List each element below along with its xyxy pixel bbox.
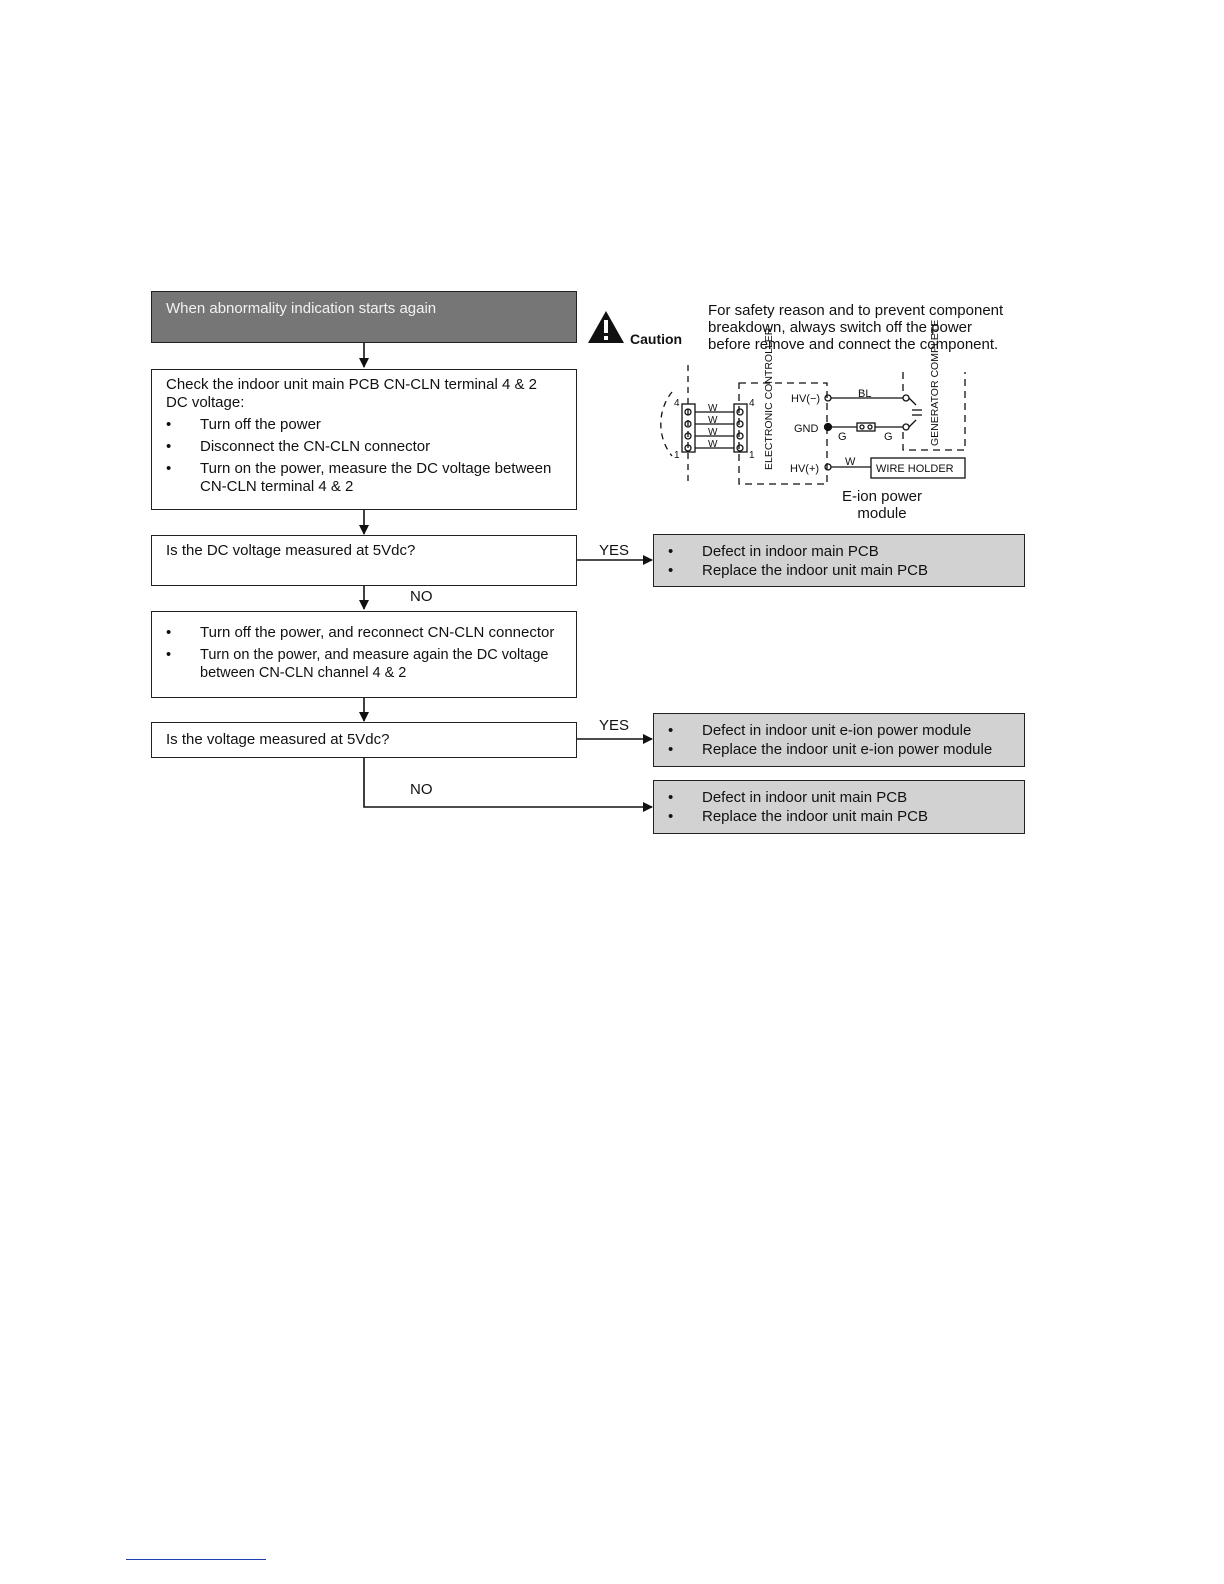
result1-item: • Replace the indoor unit main PCB	[668, 562, 1010, 580]
decision1-no-label: NO	[410, 588, 433, 605]
result1-list	[668, 543, 1010, 580]
w-label-hv: W	[845, 456, 856, 468]
check-step: • Turn off the power	[166, 416, 562, 434]
g-label-left: G	[838, 431, 847, 443]
result2-item: • Defect in indoor unit e-ion power module	[668, 722, 1010, 740]
check-step: • Turn on the power, measure the DC voltage between CN-CLN terminal 4 & 2	[166, 460, 562, 496]
decision2-yes-label: YES	[599, 717, 630, 734]
decision1-question: Is the DC voltage measured at 5Vdc?	[166, 542, 416, 559]
result3-list	[668, 789, 1010, 826]
wire-color-3: W	[708, 427, 718, 438]
pin-top-left: 4	[674, 398, 680, 409]
check-step: • Disconnect the CN-CLN connector	[166, 438, 562, 456]
result3-item: • Replace the indoor unit main PCB	[668, 808, 1010, 826]
decision2-no-label: NO	[410, 781, 433, 798]
generator-label: GENERATOR COMPLETE	[929, 319, 941, 446]
start-text: When abnormality indication starts again	[166, 300, 437, 317]
decision2-box	[151, 722, 577, 758]
reconnect-step: • Turn off the power, and reconnect CN-CLN connector	[166, 624, 562, 642]
hv-plus-label: HV(+)	[790, 463, 820, 475]
decision1-box	[151, 535, 577, 586]
decision2-question: Is the voltage measured at 5Vdc?	[166, 731, 390, 748]
wire-color-2: W	[708, 415, 718, 426]
reconnect-step: • Turn on the power, and measure again the DC voltage between CN-CLN channel 4 & 2	[166, 646, 562, 682]
caution-label: Caution	[630, 331, 683, 347]
wire-holder-label: WIRE HOLDER	[876, 463, 954, 475]
pin-top-right: 4	[749, 398, 755, 409]
controller-label: ELECTRONIC CONTROLLER	[763, 327, 775, 470]
reconnect-box	[151, 611, 577, 698]
reconnect-steps	[166, 624, 562, 682]
result3-box	[653, 780, 1025, 834]
result2-list	[668, 722, 1010, 759]
pin-bottom-left: 1	[674, 450, 680, 461]
footer-rule	[126, 1559, 266, 1560]
result1-box	[653, 534, 1025, 587]
g-label-right: G	[884, 431, 893, 443]
hv-minus-label: HV(−)	[791, 393, 821, 405]
module-label: E-ion power module	[841, 488, 923, 522]
gnd-label: GND	[794, 423, 819, 435]
wire-color-4: W	[708, 439, 718, 450]
bl-label: BL	[858, 388, 872, 400]
wire-color-1: W	[708, 403, 718, 414]
result2-item: • Replace the indoor unit e-ion power module	[668, 741, 1010, 759]
result3-item: • Defect in indoor unit main PCB	[668, 789, 1010, 807]
decision1-yes-label: YES	[599, 542, 630, 559]
result1-item: • Defect in indoor main PCB	[668, 543, 1010, 561]
caution-message: For safety reason and to prevent component breakdown, always switch off the power before remove and connect the component.	[708, 302, 1004, 353]
check-title: Check the indoor unit main PCB CN-CLN terminal 4 & 2 DC voltage:	[166, 376, 537, 411]
pin-bottom-right: 1	[749, 450, 755, 461]
result2-box	[653, 713, 1025, 767]
